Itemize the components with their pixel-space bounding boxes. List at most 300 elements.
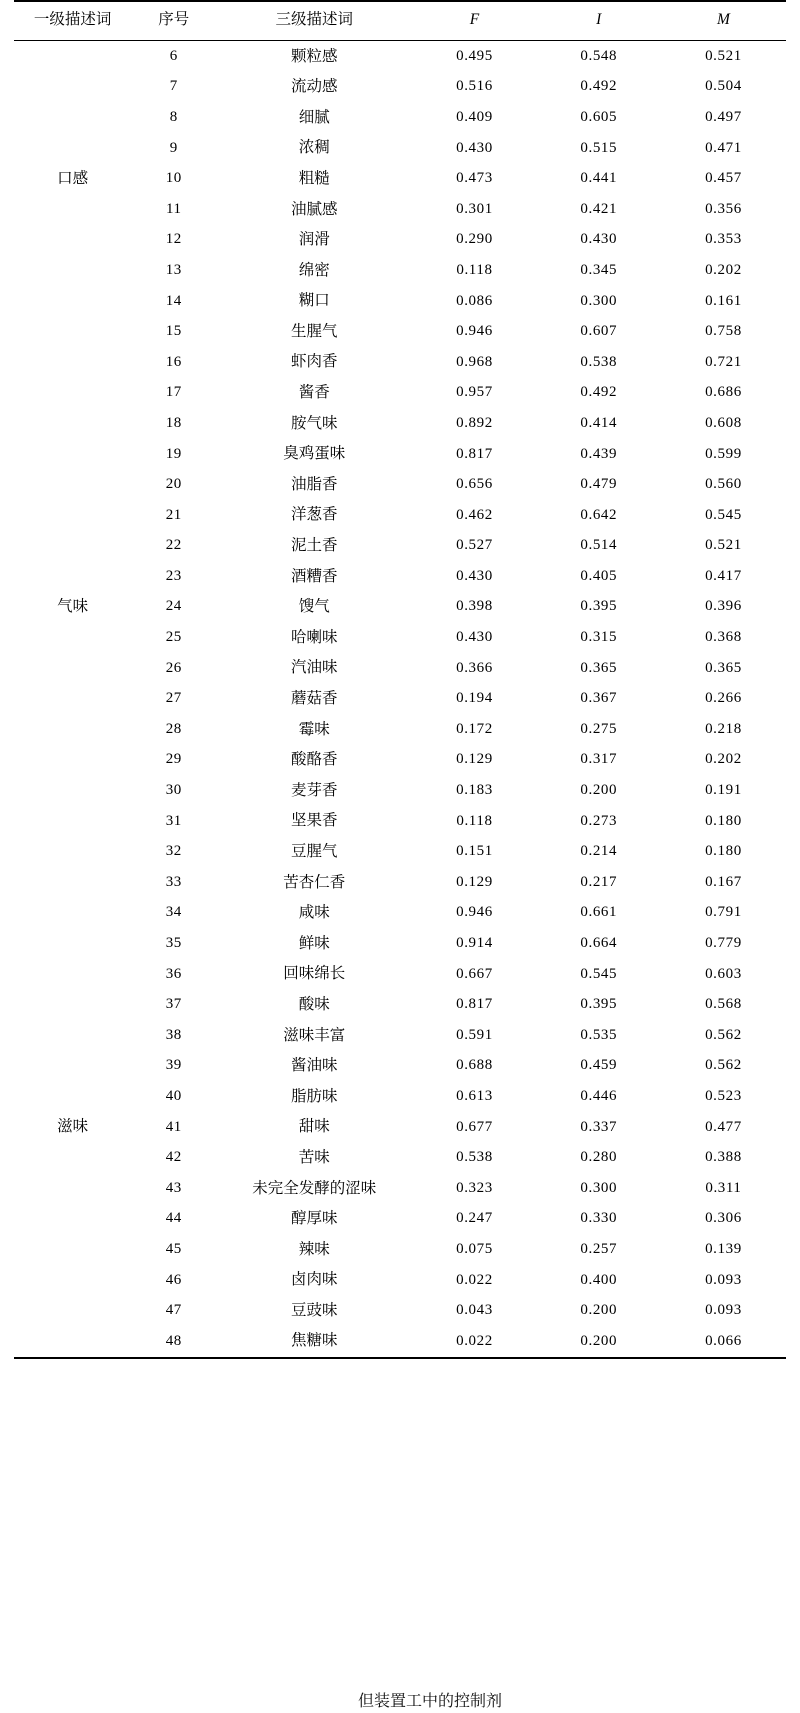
cell-category bbox=[14, 439, 131, 470]
cell-f-value: 0.075 bbox=[456, 1240, 493, 1257]
table-row bbox=[14, 163, 786, 194]
cell-m-value: 0.471 bbox=[705, 139, 742, 156]
table-row bbox=[14, 1020, 786, 1051]
figure-caption-text: 但装置工中的控制剂 bbox=[357, 1693, 502, 1708]
cell-category bbox=[14, 41, 131, 72]
table-row bbox=[14, 286, 786, 317]
cell-descriptor: 酒糟香 bbox=[291, 567, 338, 585]
cell-m-value: 0.545 bbox=[705, 506, 742, 523]
cell-m-value: 0.562 bbox=[705, 1057, 742, 1074]
cell-category: 气味 bbox=[57, 598, 89, 616]
cell-number: 38 bbox=[165, 1026, 182, 1043]
cell-descriptor: 坚果香 bbox=[291, 812, 338, 830]
cell-number: 10 bbox=[165, 170, 182, 187]
cell-number: 21 bbox=[165, 506, 182, 523]
cell-number: 34 bbox=[165, 904, 182, 921]
cell-category bbox=[14, 408, 131, 439]
cell-m-value: 0.396 bbox=[705, 598, 742, 615]
cell-number: 44 bbox=[165, 1210, 182, 1227]
table-row bbox=[14, 714, 786, 745]
cell-f-value: 0.022 bbox=[456, 1271, 493, 1288]
column-header-m: M bbox=[716, 11, 730, 29]
cell-m-value: 0.093 bbox=[705, 1271, 742, 1288]
cell-number: 47 bbox=[165, 1302, 182, 1319]
cell-i-value: 0.200 bbox=[580, 1332, 618, 1349]
cell-descriptor: 酱香 bbox=[298, 384, 330, 402]
cell-i-value: 0.280 bbox=[580, 1149, 618, 1166]
table-row bbox=[14, 469, 786, 500]
cell-i-value: 0.421 bbox=[580, 200, 618, 217]
cell-category bbox=[14, 561, 131, 592]
cell-m-value: 0.457 bbox=[705, 170, 742, 187]
cell-i-value: 0.400 bbox=[580, 1271, 618, 1288]
cell-category bbox=[14, 898, 131, 929]
cell-descriptor: 酸酪香 bbox=[291, 751, 338, 769]
cell-f-value: 0.957 bbox=[456, 384, 493, 401]
cell-category bbox=[14, 531, 131, 562]
cell-f-value: 0.914 bbox=[456, 935, 493, 952]
cell-m-value: 0.191 bbox=[705, 782, 742, 799]
cell-m-value: 0.568 bbox=[705, 996, 742, 1013]
cell-category bbox=[14, 622, 131, 653]
cell-m-value: 0.218 bbox=[705, 720, 742, 737]
table-row bbox=[14, 1295, 786, 1326]
cell-m-value: 0.758 bbox=[705, 323, 742, 340]
table-row bbox=[14, 867, 786, 898]
cell-m-value: 0.523 bbox=[705, 1087, 742, 1104]
cell-category bbox=[14, 194, 131, 225]
cell-f-value: 0.022 bbox=[456, 1332, 493, 1349]
cell-f-value: 0.677 bbox=[456, 1118, 493, 1135]
cell-f-value: 0.430 bbox=[456, 629, 493, 646]
cell-f-value: 0.129 bbox=[456, 751, 493, 768]
cell-m-value: 0.202 bbox=[705, 751, 742, 768]
cell-number: 24 bbox=[165, 598, 182, 615]
cell-f-value: 0.172 bbox=[456, 720, 493, 737]
cell-descriptor: 洋葱香 bbox=[291, 506, 338, 524]
cell-i-value: 0.273 bbox=[580, 812, 618, 829]
cell-category bbox=[14, 1142, 131, 1173]
cell-category bbox=[14, 836, 131, 867]
column-header-descriptor: 三级描述词 bbox=[275, 11, 354, 29]
cell-f-value: 0.892 bbox=[456, 414, 493, 431]
table-row bbox=[14, 806, 786, 837]
cell-number: 9 bbox=[169, 139, 178, 156]
cell-category bbox=[14, 1295, 131, 1326]
cell-descriptor: 焦糖味 bbox=[291, 1332, 338, 1350]
cell-number: 7 bbox=[169, 78, 178, 95]
column-header-number: 序号 bbox=[158, 11, 190, 29]
cell-number: 37 bbox=[165, 996, 182, 1013]
cell-f-value: 0.516 bbox=[456, 78, 493, 95]
cell-i-value: 0.514 bbox=[580, 537, 618, 554]
cell-f-value: 0.301 bbox=[456, 200, 493, 217]
cell-category bbox=[14, 683, 131, 714]
cell-m-value: 0.311 bbox=[705, 1179, 742, 1196]
cell-f-value: 0.656 bbox=[456, 476, 493, 493]
cell-descriptor: 咸味 bbox=[298, 904, 330, 922]
table-head bbox=[14, 1, 786, 41]
cell-i-value: 0.200 bbox=[580, 1302, 618, 1319]
cell-descriptor: 绵密 bbox=[298, 261, 330, 279]
cell-number: 46 bbox=[165, 1271, 182, 1288]
table-row bbox=[14, 775, 786, 806]
cell-descriptor: 浓稠 bbox=[298, 139, 330, 157]
cell-i-value: 0.430 bbox=[580, 231, 618, 248]
table-row bbox=[14, 1142, 786, 1173]
cell-descriptor: 甜味 bbox=[298, 1118, 330, 1136]
table-row bbox=[14, 1051, 786, 1082]
cell-f-value: 0.946 bbox=[456, 904, 493, 921]
cell-category bbox=[14, 1265, 131, 1296]
cell-i-value: 0.275 bbox=[580, 720, 618, 737]
table-row bbox=[14, 1265, 786, 1296]
cell-f-value: 0.946 bbox=[456, 323, 493, 340]
cell-category bbox=[14, 133, 131, 164]
cell-f-value: 0.968 bbox=[456, 353, 493, 370]
cell-f-value: 0.194 bbox=[456, 690, 493, 707]
cell-i-value: 0.217 bbox=[580, 873, 618, 890]
table-row bbox=[14, 316, 786, 347]
cell-i-value: 0.300 bbox=[580, 292, 618, 309]
cell-category bbox=[14, 1204, 131, 1235]
table-row bbox=[14, 1204, 786, 1235]
cell-m-value: 0.365 bbox=[705, 659, 742, 676]
cell-m-value: 0.306 bbox=[705, 1210, 742, 1227]
descriptor-table bbox=[14, 0, 786, 1359]
table-row bbox=[14, 989, 786, 1020]
cell-category bbox=[14, 378, 131, 409]
cell-m-value: 0.417 bbox=[705, 567, 742, 584]
cell-number: 31 bbox=[165, 812, 182, 829]
cell-descriptor: 苦杏仁香 bbox=[283, 873, 346, 891]
cell-f-value: 0.613 bbox=[456, 1087, 493, 1104]
table-row bbox=[14, 225, 786, 256]
table-header-row bbox=[14, 1, 786, 41]
cell-descriptor: 未完全发酵的涩味 bbox=[252, 1179, 377, 1197]
cell-f-value: 0.290 bbox=[456, 231, 493, 248]
cell-m-value: 0.356 bbox=[705, 200, 742, 217]
table-row bbox=[14, 836, 786, 867]
cell-number: 18 bbox=[165, 414, 182, 431]
cell-category bbox=[14, 1020, 131, 1051]
table-row bbox=[14, 255, 786, 286]
cell-m-value: 0.167 bbox=[705, 873, 742, 890]
cell-number: 27 bbox=[165, 690, 182, 707]
cell-i-value: 0.605 bbox=[580, 108, 618, 125]
cell-i-value: 0.367 bbox=[580, 690, 618, 707]
cell-number: 45 bbox=[165, 1240, 182, 1257]
table-row bbox=[14, 531, 786, 562]
cell-number: 8 bbox=[169, 108, 178, 125]
cell-number: 14 bbox=[165, 292, 182, 309]
cell-m-value: 0.560 bbox=[705, 476, 742, 493]
table-body bbox=[14, 41, 786, 1358]
cell-i-value: 0.446 bbox=[580, 1087, 618, 1104]
cell-descriptor: 豆豉味 bbox=[291, 1301, 338, 1319]
cell-descriptor: 生腥气 bbox=[291, 322, 338, 340]
cell-descriptor: 苦味 bbox=[298, 1148, 330, 1166]
cell-category bbox=[14, 1051, 131, 1082]
cell-descriptor: 润滑 bbox=[298, 231, 330, 249]
cell-descriptor: 哈喇味 bbox=[291, 628, 338, 646]
cell-number: 43 bbox=[165, 1179, 182, 1196]
cell-i-value: 0.395 bbox=[580, 996, 618, 1013]
cell-i-value: 0.365 bbox=[580, 659, 618, 676]
cell-descriptor: 油腻感 bbox=[291, 200, 338, 218]
cell-descriptor: 油脂香 bbox=[291, 475, 338, 493]
cell-m-value: 0.521 bbox=[705, 47, 742, 64]
cell-descriptor: 卤肉味 bbox=[291, 1271, 338, 1289]
cell-i-value: 0.315 bbox=[580, 629, 618, 646]
cell-number: 23 bbox=[165, 567, 182, 584]
cell-category bbox=[14, 102, 131, 133]
cell-number: 15 bbox=[165, 323, 182, 340]
table-row bbox=[14, 745, 786, 776]
table-row bbox=[14, 1112, 786, 1143]
cell-m-value: 0.686 bbox=[705, 384, 742, 401]
cell-m-value: 0.139 bbox=[705, 1240, 742, 1257]
table-row bbox=[14, 194, 786, 225]
cell-category bbox=[14, 469, 131, 500]
cell-descriptor: 鲜味 bbox=[298, 934, 330, 952]
cell-f-value: 0.398 bbox=[456, 598, 493, 615]
cell-f-value: 0.591 bbox=[456, 1026, 493, 1043]
cell-descriptor: 流动感 bbox=[291, 78, 338, 96]
cell-number: 30 bbox=[165, 782, 182, 799]
cell-descriptor: 粗糙 bbox=[298, 169, 330, 187]
cell-f-value: 0.462 bbox=[456, 506, 493, 523]
cell-f-value: 0.688 bbox=[456, 1057, 493, 1074]
cell-i-value: 0.664 bbox=[580, 935, 618, 952]
cell-descriptor: 泥土香 bbox=[291, 537, 338, 555]
cell-descriptor: 辣味 bbox=[298, 1240, 330, 1258]
cell-m-value: 0.161 bbox=[705, 292, 742, 309]
cell-i-value: 0.479 bbox=[580, 476, 618, 493]
cell-i-value: 0.459 bbox=[580, 1057, 618, 1074]
cell-category bbox=[14, 1234, 131, 1265]
cell-number: 19 bbox=[165, 445, 182, 462]
cell-category bbox=[14, 653, 131, 684]
cell-number: 28 bbox=[165, 720, 182, 737]
column-header-f: F bbox=[469, 11, 480, 29]
cell-m-value: 0.521 bbox=[705, 537, 742, 554]
cell-number: 29 bbox=[165, 751, 182, 768]
cell-category bbox=[14, 1173, 131, 1204]
cell-f-value: 0.430 bbox=[456, 139, 493, 156]
cell-m-value: 0.504 bbox=[705, 78, 742, 95]
table-row bbox=[14, 898, 786, 929]
cell-descriptor: 回味绵长 bbox=[283, 965, 346, 983]
cell-f-value: 0.495 bbox=[456, 47, 493, 64]
cell-m-value: 0.368 bbox=[705, 629, 742, 646]
table-row bbox=[14, 592, 786, 623]
cell-number: 17 bbox=[165, 384, 182, 401]
cell-descriptor: 臭鸡蛋味 bbox=[283, 445, 346, 463]
cell-number: 16 bbox=[165, 353, 182, 370]
cell-number: 25 bbox=[165, 629, 182, 646]
cell-i-value: 0.257 bbox=[580, 1240, 618, 1257]
cell-i-value: 0.661 bbox=[580, 904, 618, 921]
cell-f-value: 0.527 bbox=[456, 537, 493, 554]
cell-i-value: 0.317 bbox=[580, 751, 618, 768]
cell-f-value: 0.817 bbox=[456, 445, 493, 462]
cell-f-value: 0.151 bbox=[456, 843, 493, 860]
table-row bbox=[14, 72, 786, 103]
column-header-category: 一级描述词 bbox=[33, 11, 112, 29]
cell-number: 32 bbox=[165, 843, 182, 860]
cell-category bbox=[14, 225, 131, 256]
cell-i-value: 0.538 bbox=[580, 353, 618, 370]
table-row bbox=[14, 928, 786, 959]
cell-number: 26 bbox=[165, 659, 182, 676]
cell-category bbox=[14, 745, 131, 776]
cell-category bbox=[14, 928, 131, 959]
figure-caption bbox=[14, 1688, 786, 1713]
table-row bbox=[14, 622, 786, 653]
cell-number: 39 bbox=[165, 1057, 182, 1074]
cell-category bbox=[14, 1081, 131, 1112]
cell-category bbox=[14, 500, 131, 531]
cell-i-value: 0.330 bbox=[580, 1210, 618, 1227]
cell-i-value: 0.214 bbox=[580, 843, 618, 860]
cell-f-value: 0.473 bbox=[456, 170, 493, 187]
table-row bbox=[14, 683, 786, 714]
cell-i-value: 0.345 bbox=[580, 261, 618, 278]
cell-f-value: 0.538 bbox=[456, 1149, 493, 1166]
cell-category bbox=[14, 255, 131, 286]
cell-i-value: 0.414 bbox=[580, 414, 618, 431]
cell-category bbox=[14, 959, 131, 990]
cell-number: 42 bbox=[165, 1149, 182, 1166]
cell-i-value: 0.395 bbox=[580, 598, 618, 615]
cell-number: 13 bbox=[165, 261, 182, 278]
cell-f-value: 0.817 bbox=[456, 996, 493, 1013]
cell-m-value: 0.180 bbox=[705, 843, 742, 860]
cell-descriptor: 霉味 bbox=[298, 720, 330, 738]
table-row bbox=[14, 439, 786, 470]
cell-descriptor: 豆腥气 bbox=[291, 842, 338, 860]
cell-i-value: 0.607 bbox=[580, 323, 618, 340]
table-row bbox=[14, 561, 786, 592]
cell-category bbox=[14, 347, 131, 378]
cell-f-value: 0.430 bbox=[456, 567, 493, 584]
cell-m-value: 0.791 bbox=[705, 904, 742, 921]
table-row bbox=[14, 1234, 786, 1265]
cell-m-value: 0.599 bbox=[705, 445, 742, 462]
cell-number: 6 bbox=[169, 47, 178, 64]
cell-category bbox=[14, 286, 131, 317]
cell-category: 滋味 bbox=[57, 1118, 89, 1136]
cell-number: 40 bbox=[165, 1087, 182, 1104]
cell-descriptor: 糊口 bbox=[298, 292, 330, 310]
cell-m-value: 0.353 bbox=[705, 231, 742, 248]
cell-descriptor: 蘑菇香 bbox=[291, 690, 338, 708]
table-row bbox=[14, 378, 786, 409]
table-row bbox=[14, 1081, 786, 1112]
cell-m-value: 0.562 bbox=[705, 1026, 742, 1043]
cell-category bbox=[14, 316, 131, 347]
table-row bbox=[14, 1326, 786, 1358]
cell-m-value: 0.779 bbox=[705, 935, 742, 952]
cell-number: 48 bbox=[165, 1332, 182, 1349]
cell-m-value: 0.066 bbox=[705, 1332, 742, 1349]
cell-number: 22 bbox=[165, 537, 182, 554]
cell-descriptor: 虾肉香 bbox=[291, 353, 338, 371]
cell-descriptor: 脂肪味 bbox=[291, 1087, 338, 1105]
cell-m-value: 0.497 bbox=[705, 108, 742, 125]
cell-category bbox=[14, 72, 131, 103]
cell-i-value: 0.492 bbox=[580, 384, 618, 401]
cell-descriptor: 细腻 bbox=[298, 108, 330, 126]
cell-f-value: 0.129 bbox=[456, 873, 493, 890]
cell-f-value: 0.667 bbox=[456, 965, 493, 982]
cell-descriptor: 酱油味 bbox=[291, 1057, 338, 1075]
cell-f-value: 0.366 bbox=[456, 659, 493, 676]
table-row bbox=[14, 653, 786, 684]
table-row bbox=[14, 41, 786, 72]
cell-category bbox=[14, 867, 131, 898]
cell-f-value: 0.086 bbox=[456, 292, 493, 309]
cell-descriptor: 醇厚味 bbox=[291, 1210, 338, 1228]
cell-f-value: 0.118 bbox=[456, 812, 493, 829]
cell-i-value: 0.200 bbox=[580, 782, 618, 799]
cell-descriptor: 馊气 bbox=[298, 598, 330, 616]
cell-descriptor: 汽油味 bbox=[291, 659, 338, 677]
cell-f-value: 0.409 bbox=[456, 108, 493, 125]
cell-i-value: 0.405 bbox=[580, 567, 618, 584]
cell-m-value: 0.202 bbox=[705, 261, 742, 278]
cell-number: 33 bbox=[165, 873, 182, 890]
cell-category bbox=[14, 714, 131, 745]
cell-category: 口感 bbox=[57, 169, 89, 187]
cell-i-value: 0.548 bbox=[580, 47, 618, 64]
cell-i-value: 0.492 bbox=[580, 78, 618, 95]
table-row bbox=[14, 408, 786, 439]
cell-descriptor: 滋味丰富 bbox=[283, 1026, 346, 1044]
cell-i-value: 0.535 bbox=[580, 1026, 618, 1043]
cell-f-value: 0.118 bbox=[456, 261, 493, 278]
cell-i-value: 0.642 bbox=[580, 506, 618, 523]
table-row bbox=[14, 500, 786, 531]
cell-m-value: 0.180 bbox=[705, 812, 742, 829]
cell-descriptor: 颗粒感 bbox=[291, 47, 338, 65]
cell-number: 20 bbox=[165, 476, 182, 493]
cell-number: 12 bbox=[165, 231, 182, 248]
column-header-i: I bbox=[596, 11, 602, 29]
table-row bbox=[14, 102, 786, 133]
table-row bbox=[14, 1173, 786, 1204]
cell-number: 36 bbox=[165, 965, 182, 982]
cell-i-value: 0.545 bbox=[580, 965, 618, 982]
cell-f-value: 0.183 bbox=[456, 782, 493, 799]
cell-f-value: 0.043 bbox=[456, 1302, 493, 1319]
cell-m-value: 0.603 bbox=[705, 965, 742, 982]
cell-number: 11 bbox=[165, 200, 182, 217]
cell-descriptor: 酸味 bbox=[298, 995, 330, 1013]
cell-m-value: 0.388 bbox=[705, 1149, 742, 1166]
cell-category bbox=[14, 1326, 131, 1358]
table-row bbox=[14, 347, 786, 378]
table-row bbox=[14, 959, 786, 990]
cell-number: 41 bbox=[165, 1118, 182, 1135]
cell-i-value: 0.439 bbox=[580, 445, 618, 462]
cell-i-value: 0.441 bbox=[580, 170, 618, 187]
cell-i-value: 0.515 bbox=[580, 139, 618, 156]
cell-i-value: 0.300 bbox=[580, 1179, 618, 1196]
cell-category bbox=[14, 989, 131, 1020]
cell-descriptor: 麦芽香 bbox=[291, 781, 338, 799]
